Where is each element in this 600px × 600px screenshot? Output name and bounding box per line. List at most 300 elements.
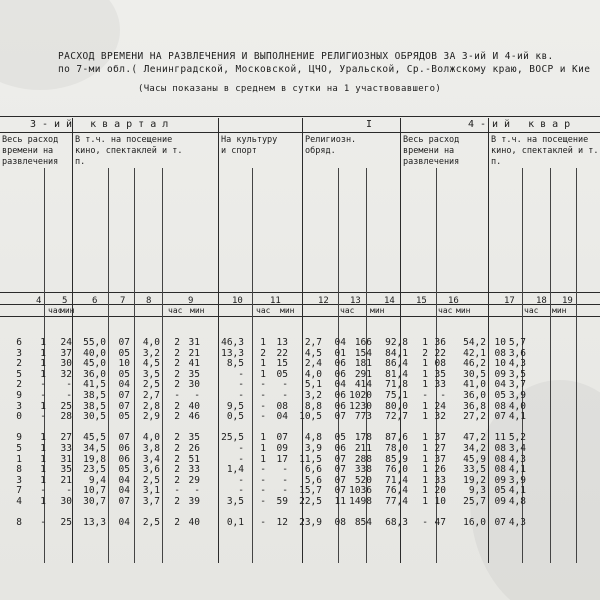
- table-cell: 1036: [349, 486, 372, 497]
- table-cell: 3,5: [508, 369, 526, 380]
- table-cell: 8,8: [304, 401, 322, 412]
- table-cell: 1: [260, 454, 266, 465]
- table-cell: 2,8: [142, 401, 160, 412]
- unit-label: час: [256, 306, 271, 315]
- table-cell: 36,0: [83, 369, 106, 380]
- column-number: 8: [146, 296, 152, 306]
- table-cell: 04: [334, 338, 346, 348]
- document-subtitle: (Часы показаны в среднем в сутки на 1 участвовавшего): [138, 84, 442, 94]
- table-cell: 2: [174, 433, 180, 444]
- table-cell: -: [260, 518, 266, 529]
- column-number: 19: [562, 296, 573, 306]
- column-number: 11: [270, 296, 281, 306]
- table-cell: 4,8: [304, 433, 322, 444]
- column-number: 4: [36, 296, 42, 306]
- table-cell: 8,5: [226, 359, 244, 370]
- table-cell: 3,4: [142, 454, 160, 465]
- table-cell: 5,7: [508, 338, 526, 348]
- row-stub: 1: [16, 454, 22, 465]
- table-cell: 10,5: [299, 412, 322, 423]
- header-cinema-q3: В т.ч. на посещение кино, спектаклей и т. п.: [75, 135, 183, 167]
- table-row: [0, 380, 526, 391]
- table-cell: 17: [276, 454, 288, 465]
- table-cell: -: [174, 486, 180, 497]
- table-cell: 13: [276, 338, 288, 348]
- table-cell: -: [40, 518, 46, 529]
- table-cell: 4,3: [508, 359, 526, 370]
- table-row: [0, 412, 526, 423]
- table-cell: 08: [276, 401, 288, 412]
- quarter-rule: [0, 132, 600, 133]
- table-cell: 773: [354, 412, 372, 423]
- table-cell: 166: [354, 338, 372, 348]
- table-cell: 33: [188, 465, 200, 476]
- table-cell: 11: [494, 433, 506, 444]
- table-cell: 3,9: [508, 475, 526, 486]
- table-cell: 3,9: [508, 390, 526, 401]
- table-cell: 04: [494, 380, 506, 391]
- unit-label: мин: [60, 306, 75, 315]
- table-cell: 22: [276, 348, 288, 359]
- table-cell: 26: [434, 465, 446, 476]
- table-cell: -: [440, 390, 446, 401]
- row-stub: 5: [16, 443, 22, 454]
- table-cell: 30,5: [463, 369, 486, 380]
- table-cell: 13,3: [83, 518, 106, 529]
- title-line-1: РАСХОД ВРЕМЕНИ НА РАЗВЛЕЧЕНИЯ И ВЫПОЛНЕНИЕ РЕЛИГИОЗНЫХ ОБРЯДОВ ЗА 3-ий И 4-ий кв.: [58, 51, 554, 62]
- table-cell: 07: [118, 338, 130, 348]
- table-cell: 37: [434, 433, 446, 444]
- table-cell: 07: [334, 475, 346, 486]
- table-cell: 40: [188, 401, 200, 412]
- table-cell: 36,8: [463, 401, 486, 412]
- table-cell: -: [282, 475, 288, 486]
- table-cell: -: [174, 390, 180, 401]
- table-cell: 11,5: [299, 454, 322, 465]
- table-cell: 1: [422, 369, 428, 380]
- table-cell: 1: [422, 412, 428, 423]
- table-cell: 06: [334, 443, 346, 454]
- table-cell: 80,0: [385, 401, 408, 412]
- row-stub: 3: [16, 348, 22, 359]
- unit-label: мин: [370, 306, 385, 315]
- table-cell: 4,8: [508, 496, 526, 507]
- table-cell: 1: [422, 443, 428, 454]
- table-cell: 10: [494, 359, 506, 370]
- table-cell: 2: [174, 475, 180, 486]
- table-cell: 154: [354, 348, 372, 359]
- column-number: 18: [536, 296, 547, 306]
- table-row: [0, 444, 526, 455]
- table-cell: -: [260, 496, 266, 507]
- table-cell: 33: [60, 443, 72, 454]
- table-cell: 07: [334, 486, 346, 497]
- table-cell: 75,1: [385, 390, 408, 401]
- table-cell: -: [282, 486, 288, 497]
- row-stub: 2: [16, 380, 22, 391]
- table-cell: 25: [60, 518, 72, 529]
- table-cell: -: [66, 486, 72, 497]
- table-cell: 2: [174, 401, 180, 412]
- column-number: 12: [318, 296, 329, 306]
- table-cell: 1: [40, 369, 46, 380]
- table-cell: -: [260, 465, 266, 476]
- table-cell: 47,2: [463, 433, 486, 444]
- table-cell: 4,5: [142, 359, 160, 370]
- table-cell: 54,2: [463, 338, 486, 348]
- table-cell: 2,7: [304, 338, 322, 348]
- table-cell: 3,6: [142, 465, 160, 476]
- table-cell: 25: [60, 401, 72, 412]
- table-cell: 09: [276, 443, 288, 454]
- table-cell: -: [66, 390, 72, 401]
- table-cell: 04: [276, 412, 288, 423]
- table-cell: 0,5: [226, 412, 244, 423]
- table-cell: 4,1: [508, 486, 526, 497]
- table-cell: 21: [188, 348, 200, 359]
- table-cell: 85,9: [385, 454, 408, 465]
- table-cell: 1498: [349, 496, 372, 507]
- table-cell: 05: [118, 369, 130, 380]
- table-row: [0, 518, 526, 529]
- table-cell: 08: [494, 348, 506, 359]
- table-cell: 2,4: [304, 359, 322, 370]
- table-cell: 46: [188, 412, 200, 423]
- table-cell: 1: [422, 359, 428, 370]
- table-cell: 08: [334, 518, 346, 529]
- column-number: 14: [384, 296, 395, 306]
- row-stub: 8: [16, 465, 22, 476]
- table-cell: 68,3: [385, 518, 408, 529]
- table-cell: 86,4: [385, 359, 408, 370]
- header-religious-rites: Религиозн. обряд.: [305, 135, 357, 156]
- row-stub: 6: [16, 338, 22, 348]
- table-cell: 3,1: [142, 486, 160, 497]
- table-cell: 2,9: [142, 412, 160, 423]
- table-cell: -: [422, 390, 428, 401]
- table-cell: 5,1: [304, 380, 322, 391]
- table-row: [0, 497, 526, 508]
- table-cell: 1: [40, 401, 46, 412]
- table-cell: 40,0: [83, 348, 106, 359]
- table-cell: 06: [334, 390, 346, 401]
- table-cell: 33: [434, 475, 446, 486]
- table-cell: 31: [188, 338, 200, 348]
- unit-label: мин: [552, 306, 567, 315]
- table-cell: -: [40, 412, 46, 423]
- table-cell: 20: [434, 486, 446, 497]
- table-cell: 04: [334, 380, 346, 391]
- table-cell: 27: [60, 433, 72, 444]
- table-cell: 1: [260, 359, 266, 370]
- table-cell: -: [40, 390, 46, 401]
- table-cell: -: [194, 486, 200, 497]
- row-stub: 5: [16, 369, 22, 380]
- table-cell: 1020: [349, 390, 372, 401]
- table-cell: 1230: [349, 401, 372, 412]
- table-cell: 181: [354, 359, 372, 370]
- table-cell: 30,5: [83, 412, 106, 423]
- table-cell: 41,0: [463, 380, 486, 391]
- table-cell: 4,0: [142, 433, 160, 444]
- table-cell: 76,0: [385, 465, 408, 476]
- table-cell: -: [260, 475, 266, 486]
- table-cell: 04: [118, 486, 130, 497]
- table-cell: 71,4: [385, 475, 408, 486]
- table-cell: 01: [334, 348, 346, 359]
- unit-label: час: [438, 306, 453, 315]
- column-number: 5: [62, 296, 68, 306]
- table-cell: 1: [422, 486, 428, 497]
- table-cell: 11: [334, 496, 346, 507]
- table-cell: 30: [60, 359, 72, 370]
- table-cell: 35: [188, 369, 200, 380]
- table-cell: -: [260, 390, 266, 401]
- table-cell: 05: [118, 348, 130, 359]
- table-cell: 07: [494, 412, 506, 423]
- table-cell: 4,1: [508, 465, 526, 476]
- table-cell: 9,5: [226, 401, 244, 412]
- table-cell: 76,4: [385, 486, 408, 497]
- table-cell: 41: [188, 359, 200, 370]
- group-spacer: [0, 423, 526, 434]
- table-cell: 06: [334, 369, 346, 380]
- row-stub: 4: [16, 496, 22, 507]
- table-cell: 2: [174, 348, 180, 359]
- table-cell: 2: [174, 380, 180, 391]
- table-cell: 33: [434, 380, 446, 391]
- header-culture-sport: На культуру и спорт: [221, 135, 278, 156]
- document-title: [58, 50, 598, 76]
- column-number: 10: [232, 296, 243, 306]
- table-cell: 34,5: [83, 443, 106, 454]
- table-cell: 2,7: [142, 390, 160, 401]
- table-cell: 9,4: [88, 475, 106, 486]
- table-cell: 19,8: [83, 454, 106, 465]
- table-cell: 30: [60, 496, 72, 507]
- table-cell: 08: [494, 454, 506, 465]
- table-row: [0, 476, 526, 487]
- table-cell: 72,7: [385, 412, 408, 423]
- table-cell: 23,9: [299, 518, 322, 529]
- header-total-time-q4: Весь расход времени на развлечения: [403, 135, 460, 167]
- table-cell: 27,2: [463, 412, 486, 423]
- table-cell: 25,5: [221, 433, 244, 444]
- unit-label: мин: [190, 306, 205, 315]
- table-row: [0, 455, 526, 466]
- table-cell: 05: [118, 412, 130, 423]
- quarter-3-roman: I: [366, 119, 373, 130]
- table-cell: 2: [422, 348, 428, 359]
- table-row: [0, 338, 526, 349]
- table-cell: 1: [40, 443, 46, 454]
- table-cell: 55,0: [83, 338, 106, 348]
- table-cell: 1: [40, 359, 46, 370]
- table-row: [0, 370, 526, 381]
- table-cell: 3,7: [508, 380, 526, 391]
- unit-label: мин: [280, 306, 295, 315]
- table-cell: 5,2: [508, 433, 526, 444]
- table-cell: 31: [60, 454, 72, 465]
- table-cell: 47: [434, 518, 446, 529]
- table-cell: -: [260, 401, 266, 412]
- table-cell: 08: [494, 401, 506, 412]
- table-cell: 4,5: [304, 348, 322, 359]
- table-cell: 21: [60, 475, 72, 486]
- table-cell: 15,7: [299, 486, 322, 497]
- subcolumn-divider: [550, 168, 551, 563]
- table-cell: 4,1: [508, 412, 526, 423]
- table-cell: 30,7: [83, 496, 106, 507]
- table-cell: 1: [422, 454, 428, 465]
- table-cell: 3,8: [142, 443, 160, 454]
- row-stub: 7: [16, 486, 22, 497]
- column-number: 6: [92, 296, 98, 306]
- table-cell: 2: [174, 496, 180, 507]
- table-cell: 35: [188, 433, 200, 444]
- table-cell: 2: [174, 443, 180, 454]
- table-cell: 1: [40, 433, 46, 444]
- table-cell: -: [282, 380, 288, 391]
- table-cell: 09: [494, 369, 506, 380]
- table-cell: 45,5: [83, 433, 106, 444]
- table-cell: 92,8: [385, 338, 408, 348]
- table-cell: 2: [174, 454, 180, 465]
- table-cell: 29: [188, 475, 200, 486]
- table-row: [0, 433, 526, 444]
- table-cell: 05: [494, 486, 506, 497]
- table-cell: -: [282, 390, 288, 401]
- table-cell: 854: [354, 518, 372, 529]
- table-cell: 3,6: [508, 348, 526, 359]
- table-cell: 07: [494, 518, 506, 529]
- table-cell: 25,7: [463, 496, 486, 507]
- column-number: 7: [120, 296, 126, 306]
- table-cell: 26: [188, 443, 200, 454]
- table-cell: 1: [422, 338, 428, 348]
- table-cell: -: [194, 390, 200, 401]
- table-row: [0, 359, 526, 370]
- table-cell: -: [66, 380, 72, 391]
- table-cell: 32: [434, 412, 446, 423]
- table-cell: 30: [188, 380, 200, 391]
- unit-label: час: [524, 306, 539, 315]
- table-cell: 39: [188, 496, 200, 507]
- table-cell: 71,8: [385, 380, 408, 391]
- table-cell: 291: [354, 369, 372, 380]
- table-cell: 178: [354, 433, 372, 444]
- unit-rule: [0, 316, 600, 317]
- table-cell: 07: [118, 496, 130, 507]
- table-cell: -: [238, 390, 244, 401]
- table-cell: 05: [118, 465, 130, 476]
- row-stub: 0: [16, 412, 22, 423]
- table-cell: 23,5: [83, 465, 106, 476]
- row-stub: 2: [16, 359, 22, 370]
- table-cell: 414: [354, 380, 372, 391]
- table-cell: 1: [40, 465, 46, 476]
- table-cell: 0,1: [226, 518, 244, 529]
- table-cell: 19,2: [463, 475, 486, 486]
- table-cell: 1: [422, 380, 428, 391]
- table-cell: 38,5: [83, 390, 106, 401]
- data-table: [0, 338, 526, 529]
- table-cell: 06: [334, 401, 346, 412]
- table-cell: 22,5: [299, 496, 322, 507]
- table-cell: 59: [276, 496, 288, 507]
- unit-label: мин: [456, 306, 471, 315]
- table-cell: 07: [334, 454, 346, 465]
- table-cell: -: [40, 380, 46, 391]
- table-cell: 04: [118, 475, 130, 486]
- table-row: [0, 402, 526, 413]
- table-cell: -: [238, 369, 244, 380]
- row-stub: 3: [16, 475, 22, 486]
- table-cell: 3,4: [508, 443, 526, 454]
- unit-label: час: [48, 306, 63, 315]
- table-cell: 3,7: [142, 496, 160, 507]
- table-cell: 4,0: [508, 401, 526, 412]
- table-cell: 08: [494, 443, 506, 454]
- table-cell: -: [260, 380, 266, 391]
- table-cell: 1: [260, 369, 266, 380]
- table-cell: 84,1: [385, 348, 408, 359]
- table-cell: 36: [434, 338, 446, 348]
- quarter-3-label: 3-ий квартал: [30, 119, 175, 130]
- table-cell: -: [260, 412, 266, 423]
- table-cell: 22: [434, 348, 446, 359]
- table-cell: 1: [422, 475, 428, 486]
- table-cell: 09: [494, 496, 506, 507]
- table-cell: 3,5: [142, 369, 160, 380]
- table-cell: 08: [494, 465, 506, 476]
- table-cell: 1: [40, 348, 46, 359]
- row-stub: 9: [16, 433, 22, 444]
- table-cell: 2: [174, 518, 180, 529]
- quarter-4-label: 4-ий квар: [468, 119, 577, 130]
- table-cell: 288: [354, 454, 372, 465]
- table-cell: 05: [276, 369, 288, 380]
- table-cell: 32: [60, 369, 72, 380]
- table-top-rule: [0, 116, 600, 117]
- table-cell: 04: [118, 380, 130, 391]
- row-stub: 9: [16, 390, 22, 401]
- table-cell: 1: [260, 338, 266, 348]
- table-cell: 16,0: [463, 518, 486, 529]
- table-cell: 2,5: [142, 475, 160, 486]
- table-cell: 3,5: [226, 496, 244, 507]
- table-cell: 1: [40, 338, 46, 348]
- table-cell: 38,5: [83, 401, 106, 412]
- table-cell: 45,9: [463, 454, 486, 465]
- table-cell: 87,6: [385, 433, 408, 444]
- table-cell: -: [238, 443, 244, 454]
- table-cell: 36,0: [463, 390, 486, 401]
- table-cell: 1,4: [226, 465, 244, 476]
- table-cell: -: [238, 486, 244, 497]
- table-cell: 1: [40, 454, 46, 465]
- table-cell: -: [238, 380, 244, 391]
- table-cell: 2: [174, 412, 180, 423]
- table-cell: 10: [118, 359, 130, 370]
- table-cell: 338: [354, 465, 372, 476]
- table-cell: 3,9: [304, 443, 322, 454]
- table-cell: 06: [118, 454, 130, 465]
- table-cell: 24: [60, 338, 72, 348]
- table-cell: 07: [118, 390, 130, 401]
- table-cell: 07: [334, 412, 346, 423]
- table-cell: 10: [434, 496, 446, 507]
